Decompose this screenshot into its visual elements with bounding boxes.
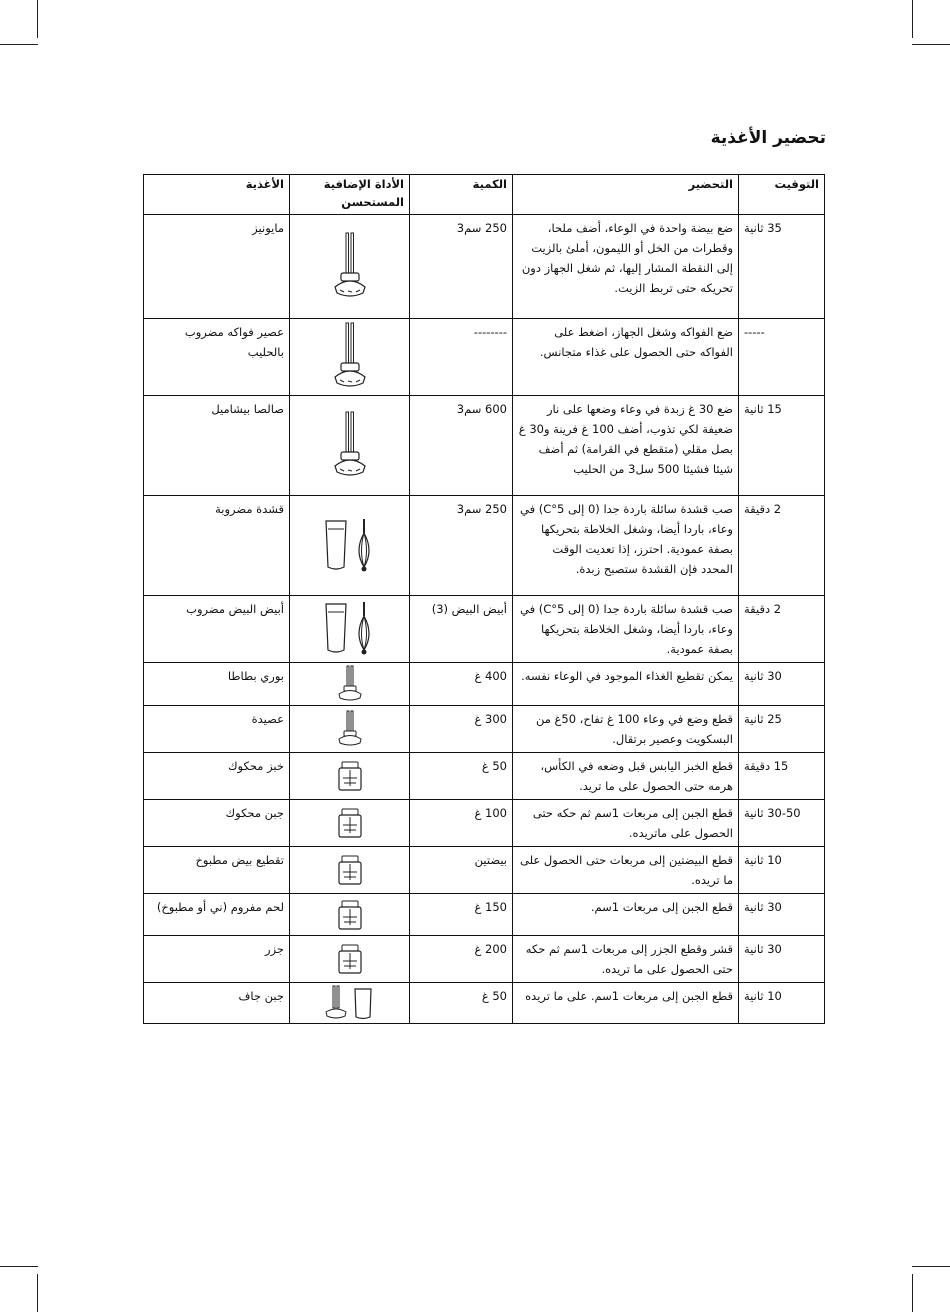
time-cell: 30 ثانية bbox=[739, 936, 825, 983]
page-title: تحضير الأغذية bbox=[710, 128, 826, 148]
blender-small-icon bbox=[292, 665, 407, 703]
quantity-cell: 400 غ bbox=[410, 663, 513, 706]
tool-cell bbox=[290, 396, 410, 496]
preparation-cell: قطع الجبن إلى مربعات 1سم ثم حكه حتى الحصول على ماتريده. bbox=[513, 800, 739, 847]
quantity-cell: 600 سم3 bbox=[410, 396, 513, 496]
table-row bbox=[144, 663, 825, 706]
tool-cell bbox=[290, 753, 410, 800]
blender-foot-icon bbox=[292, 231, 407, 303]
beaker-whisk-icon bbox=[292, 517, 407, 575]
table-row bbox=[144, 847, 825, 894]
tool-cell bbox=[290, 319, 410, 396]
crop-mark bbox=[912, 0, 913, 38]
table-row bbox=[144, 936, 825, 983]
preparation-cell: ضع 30 غ زبدة في وعاء وضعها على نار ضعيفة لكي تذوب، أضف 100 غ فرينة و30 غ بصل مقلي (متقطع في القرامة) ثم أضف شيئا فشيئا 500 سل3 من الحليب bbox=[513, 396, 739, 496]
preparation-cell: قطع الجبن إلى مربعات 1سم. bbox=[513, 894, 739, 936]
preparation-cell: صب قشدة سائلة باردة جدا (0 إلى 5°C) في وعاء، باردا أيضا، وشغل الخلاطة بتحريكها بصفة عمودية. احترز، إذا تعديت الوقت المحدد فإن القشدة ستصبح زبدة. bbox=[513, 496, 739, 596]
food-cell: خبز محكوك bbox=[144, 753, 290, 800]
food-cell: جبن محكوك bbox=[144, 800, 290, 847]
time-cell: 35 ثانية bbox=[739, 215, 825, 319]
header-time: التوقيت bbox=[739, 175, 825, 215]
time-cell: 25 ثانية bbox=[739, 706, 825, 753]
tool-cell bbox=[290, 663, 410, 706]
preparation-cell: قطع البيضتين إلى مربعات حتى الحصول على ما تريده. bbox=[513, 847, 739, 894]
tool-cell bbox=[290, 706, 410, 753]
table-row bbox=[144, 706, 825, 753]
food-cell: عصيدة bbox=[144, 706, 290, 753]
header-quantity: الكمية bbox=[410, 175, 513, 215]
food-cell: أبيض البيض مضروب bbox=[144, 596, 290, 663]
table-row bbox=[144, 215, 825, 319]
table-row bbox=[144, 596, 825, 663]
food-cell: مايونيز bbox=[144, 215, 290, 319]
tool-cell bbox=[290, 496, 410, 596]
preparation-cell: يمكن تقطيع الغذاء الموجود في الوعاء نفسه. bbox=[513, 663, 739, 706]
chopper-icon bbox=[292, 899, 407, 931]
table-row bbox=[144, 894, 825, 936]
time-cell: 10 ثانية bbox=[739, 847, 825, 894]
quantity-cell: 250 سم3 bbox=[410, 496, 513, 596]
food-cell: جزر bbox=[144, 936, 290, 983]
chopper-icon bbox=[292, 760, 407, 792]
table-row bbox=[144, 753, 825, 800]
crop-mark bbox=[37, 0, 38, 38]
header-preparation: التحضير bbox=[513, 175, 739, 215]
quantity-cell: أبيض البيض (3) bbox=[410, 596, 513, 663]
tool-cell bbox=[290, 215, 410, 319]
quantity-cell: بيضتين bbox=[410, 847, 513, 894]
time-cell: 10 ثانية bbox=[739, 983, 825, 1024]
crop-mark bbox=[912, 44, 950, 45]
header-tool: الأداة الإضافية المستحسن bbox=[290, 175, 410, 215]
table-row bbox=[144, 800, 825, 847]
tool-cell bbox=[290, 983, 410, 1024]
time-cell: 15 دقيقة bbox=[739, 753, 825, 800]
quantity-cell: -------- bbox=[410, 319, 513, 396]
food-cell: تقطيع بيض مطبوخ bbox=[144, 847, 290, 894]
food-cell: بوري بطاطا bbox=[144, 663, 290, 706]
tool-cell bbox=[290, 596, 410, 663]
blender-beaker-icon bbox=[292, 985, 407, 1021]
quantity-cell: 200 غ bbox=[410, 936, 513, 983]
quantity-cell: 100 غ bbox=[410, 800, 513, 847]
time-cell: 2 دقيقة bbox=[739, 596, 825, 663]
tool-cell bbox=[290, 894, 410, 936]
time-cell: 30 ثانية bbox=[739, 663, 825, 706]
time-cell: 15 ثانية bbox=[739, 396, 825, 496]
food-cell: لحم مفروم (ني أو مطبوخ) bbox=[144, 894, 290, 936]
preparation-cell: قشر وقطع الجزر إلى مربعات 1سم ثم حكه حتى الحصول على ما تريده. bbox=[513, 936, 739, 983]
preparation-cell: قطع الخبز اليابس قبل وضعه في الكأس، هرمه حتى الحصول على ما تريد. bbox=[513, 753, 739, 800]
food-cell: قشدة مضروبة bbox=[144, 496, 290, 596]
preparation-cell: قطع الجبن إلى مربعات 1سم. على ما تريده bbox=[513, 983, 739, 1024]
crop-mark bbox=[912, 1274, 913, 1312]
crop-mark bbox=[37, 1274, 38, 1312]
quantity-cell: 50 غ bbox=[410, 983, 513, 1024]
table-row bbox=[144, 983, 825, 1024]
beaker-whisk-icon bbox=[292, 600, 407, 658]
time-cell: 30 ثانية bbox=[739, 894, 825, 936]
chopper-icon bbox=[292, 854, 407, 886]
quantity-cell: 250 سم3 bbox=[410, 215, 513, 319]
crop-mark bbox=[0, 1266, 38, 1267]
quantity-cell: 150 غ bbox=[410, 894, 513, 936]
table-header-row bbox=[144, 175, 825, 215]
time-cell: ----- bbox=[739, 319, 825, 396]
blender-foot-icon bbox=[292, 321, 407, 393]
crop-mark bbox=[0, 44, 38, 45]
blender-small-icon bbox=[292, 710, 407, 748]
time-cell: 30-50 ثانية bbox=[739, 800, 825, 847]
chopper-icon bbox=[292, 807, 407, 839]
header-food: الأغذية bbox=[144, 175, 290, 215]
table-row bbox=[144, 496, 825, 596]
recipe-table bbox=[143, 174, 825, 1024]
preparation-cell: قطع وضع في وعاء 100 غ تفاح، 50غ من البسكويت وعصير برتقال. bbox=[513, 706, 739, 753]
preparation-cell: صب قشدة سائلة باردة جدا (0 إلى 5°C) في وعاء، باردا أيضا، وشغل الخلاطة بتحريكها بصفة عمودية. bbox=[513, 596, 739, 663]
tool-cell bbox=[290, 936, 410, 983]
quantity-cell: 300 غ bbox=[410, 706, 513, 753]
quantity-cell: 50 غ bbox=[410, 753, 513, 800]
food-cell: صالصا بيشاميل bbox=[144, 396, 290, 496]
table-row bbox=[144, 319, 825, 396]
time-cell: 2 دقيقة bbox=[739, 496, 825, 596]
tool-cell bbox=[290, 847, 410, 894]
tool-cell bbox=[290, 800, 410, 847]
preparation-cell: ضع بيضة واحدة في الوعاء، أضف ملحا، وقطرات من الخل أو الليمون، أملئ بالزيت إلى النقطة المشار إليها، ثم شغل الجهاز دون تحريكه حتى تربط الزيت. bbox=[513, 215, 739, 319]
table-row bbox=[144, 396, 825, 496]
blender-foot-icon bbox=[292, 410, 407, 482]
preparation-cell: ضع الفواكه وشغل الجهاز، اضغط على الفواكه حتى الحصول على غذاء متجانس. bbox=[513, 319, 739, 396]
food-cell: عصير فواكه مضروب بالحليب bbox=[144, 319, 290, 396]
food-cell: جبن جاف bbox=[144, 983, 290, 1024]
chopper-icon bbox=[292, 943, 407, 975]
crop-mark bbox=[912, 1266, 950, 1267]
